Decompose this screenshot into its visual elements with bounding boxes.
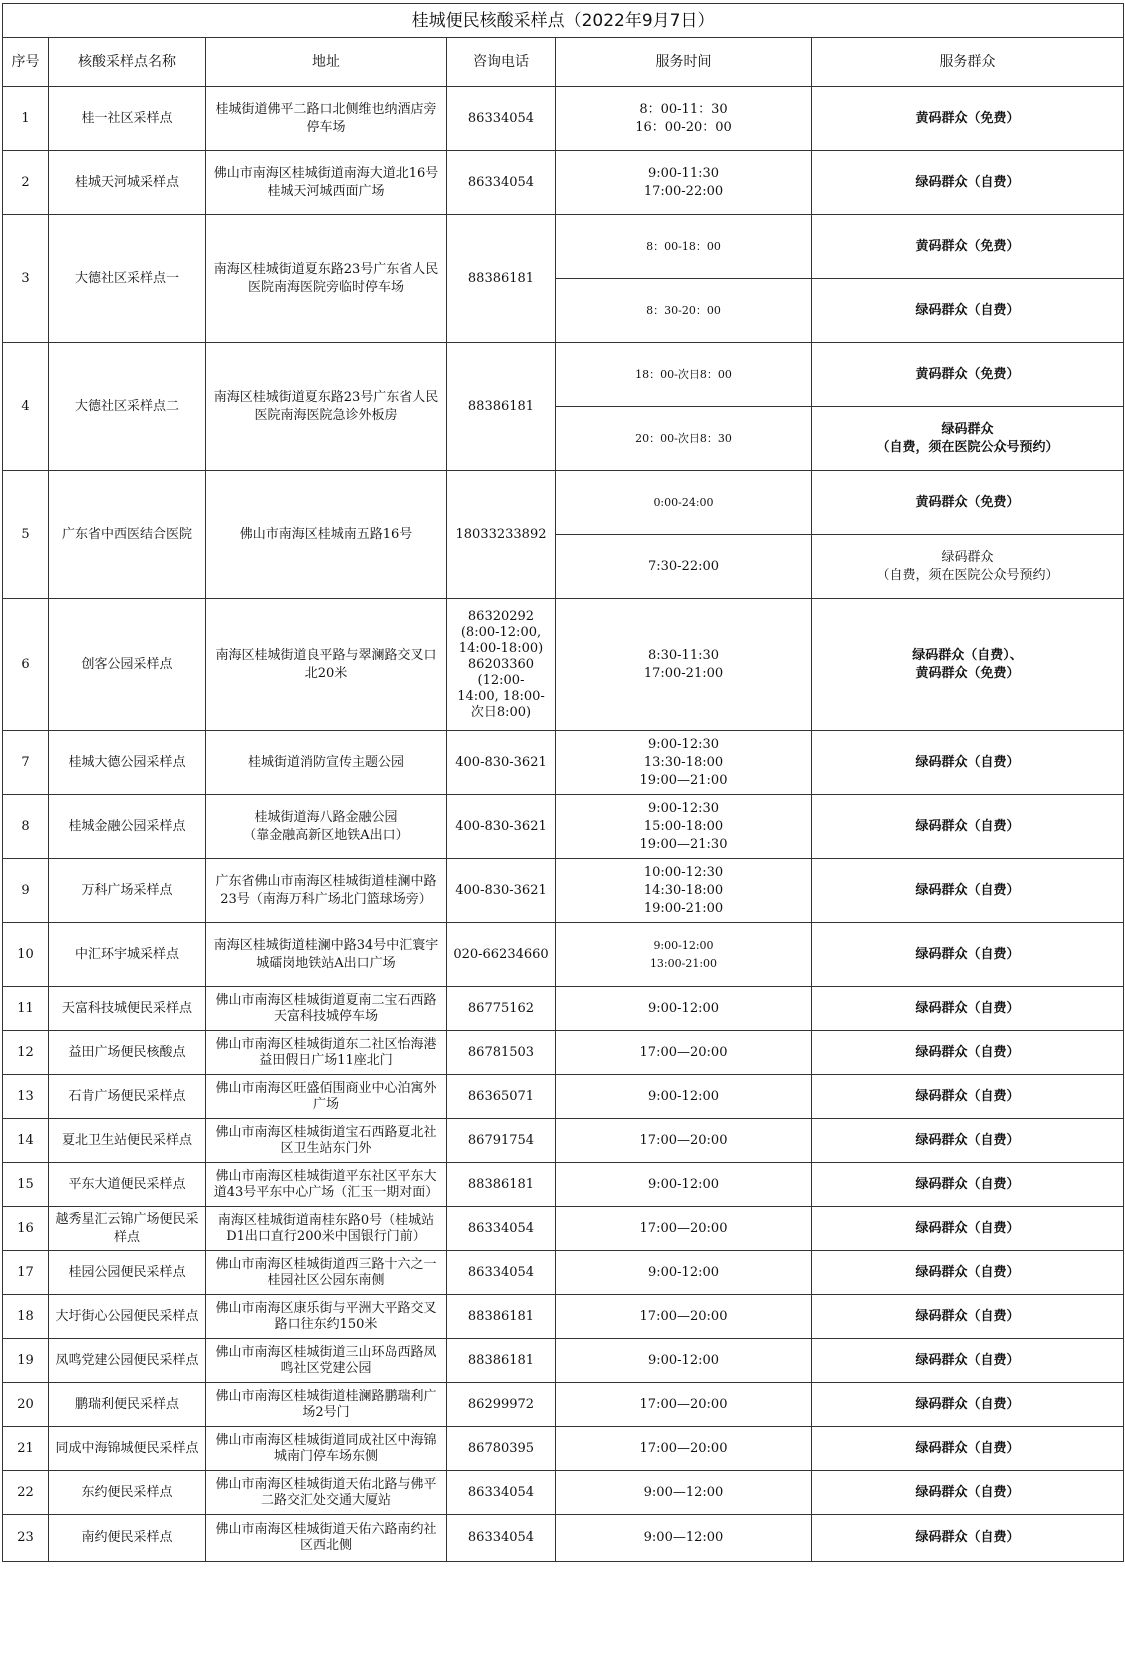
table-title: 桂城便民核酸采样点（2022年9月7日） [3,4,1124,38]
row-group: 绿码群众（自费） [812,1515,1124,1562]
row-group: 绿码群众（自费） [812,923,1124,987]
row-time: 17:00—20:00 [556,1427,812,1471]
row-address: 南海区桂城街道良平路与翠澜路交叉口北20米 [206,599,447,731]
row-index: 16 [3,1207,49,1251]
row-address: 佛山市南海区桂城街道平东社区平东大道43号平东中心广场（汇玉一期对面） [206,1163,447,1207]
row-phone: 86334054 [447,1207,556,1251]
row-address: 佛山市南海区桂城街道东二社区怡海港益田假日广场11座北门 [206,1031,447,1075]
row-name: 桂一社区采样点 [49,87,206,151]
row-group: 绿码群众（自费） [812,731,1124,795]
row-group: 绿码群众（自费） [812,151,1124,215]
row-phone: 86791754 [447,1119,556,1163]
row-phone: 86781503 [447,1031,556,1075]
row-group: 绿码群众（自费）、 黄码群众（免费） [812,599,1124,731]
row-index: 23 [3,1515,49,1562]
row-phone: 020-66234660 [447,923,556,987]
table-row [3,1075,1124,1119]
row-address: 桂城街道佛平二路口北侧维也纳酒店旁停车场 [206,87,447,151]
row-time: 9:00-12:30 13:30-18:00 19:00—21:00 [556,731,812,795]
row-address: 佛山市南海区康乐街与平洲大平路交叉路口往东约150米 [206,1295,447,1339]
row-group: 绿码群众（自费） [812,279,1124,343]
row-index: 18 [3,1295,49,1339]
row-index: 5 [3,471,49,599]
row-time: 10:00-12:30 14:30-18:00 19:00-21:00 [556,859,812,923]
row-name: 桂城大德公园采样点 [49,731,206,795]
row-phone: 18033233892 [447,471,556,599]
row-phone: 86334054 [447,1251,556,1295]
row-time: 9:00—12:00 [556,1471,812,1515]
row-group: 绿码群众（自费） [812,1471,1124,1515]
row-index: 1 [3,87,49,151]
row-index: 17 [3,1251,49,1295]
row-time: 7:30-22:00 [556,535,812,599]
row-address: 佛山市南海区旺盛佰围商业中心泊寓外广场 [206,1075,447,1119]
header-row [3,38,1124,87]
header-group: 服务群众 [812,38,1124,87]
table-row [3,471,1124,535]
row-time: 9:00-12:00 [556,987,812,1031]
table-row [3,599,1124,731]
row-group: 绿码群众 （自费，须在医院公众号预约） [812,535,1124,599]
row-group: 绿码群众（自费） [812,1075,1124,1119]
row-address: 广东省佛山市南海区桂城街道桂澜中路23号（南海万科广场北门篮球场旁） [206,859,447,923]
row-address: 佛山市南海区桂城街道夏南二宝石西路天富科技城停车场 [206,987,447,1031]
row-name: 大德社区采样点一 [49,215,206,343]
row-phone: 400-830-3621 [447,859,556,923]
row-index: 21 [3,1427,49,1471]
row-address: 佛山市南海区桂城街道西三路十六之一桂园社区公园东南侧 [206,1251,447,1295]
row-address: 南海区桂城街道夏东路23号广东省人民医院南海医院急诊外板房 [206,343,447,471]
row-index: 7 [3,731,49,795]
row-group: 绿码群众（自费） [812,1383,1124,1427]
row-time: 9:00-11:30 17:00-22:00 [556,151,812,215]
row-address: 佛山市南海区桂城南五路16号 [206,471,447,599]
row-time: 9:00-12:00 [556,1075,812,1119]
row-index: 14 [3,1119,49,1163]
row-name: 石肯广场便民采样点 [49,1075,206,1119]
row-name: 万科广场采样点 [49,859,206,923]
row-group: 绿码群众（自费） [812,1163,1124,1207]
header-phone: 咨询电话 [447,38,556,87]
header-name: 核酸采样点名称 [49,38,206,87]
row-group: 绿码群众（自费） [812,1119,1124,1163]
row-phone: 86334054 [447,87,556,151]
header-time: 服务时间 [556,38,812,87]
row-time: 9:00-12:00 13:00-21:00 [556,923,812,987]
row-name: 创客公园采样点 [49,599,206,731]
row-group: 绿码群众（自费） [812,1207,1124,1251]
row-time: 17:00—20:00 [556,1383,812,1427]
row-index: 11 [3,987,49,1031]
row-phone: 86320292 (8:00-12:00, 14:00-18:00) 86203360 (12:00- 14:00, 18:00- 次日8:00) [447,599,556,731]
table-row [3,859,1124,923]
table-row [3,343,1124,407]
row-index: 4 [3,343,49,471]
row-name: 鹏瑞利便民采样点 [49,1383,206,1427]
sampling-points-table [2,3,1124,1562]
row-time: 20：00-次日8：30 [556,407,812,471]
row-index: 3 [3,215,49,343]
row-time: 17:00—20:00 [556,1031,812,1075]
row-phone: 88386181 [447,215,556,343]
row-time: 9:00-12:00 [556,1163,812,1207]
row-phone: 86334054 [447,1515,556,1562]
row-index: 20 [3,1383,49,1427]
row-phone: 400-830-3621 [447,731,556,795]
row-group: 绿码群众（自费） [812,987,1124,1031]
table-row [3,1295,1124,1339]
row-address: 桂城街道消防宣传主题公园 [206,731,447,795]
row-time: 8:30-11:30 17:00-21:00 [556,599,812,731]
row-group: 绿码群众（自费） [812,1339,1124,1383]
row-group: 绿码群众（自费） [812,1251,1124,1295]
row-address: 佛山市南海区桂城街道南海大道北16号桂城天河城西面广场 [206,151,447,215]
row-address: 佛山市南海区桂城街道天佑北路与佛平二路交汇处交通大厦站 [206,1471,447,1515]
row-address: 南海区桂城街道桂澜中路34号中汇寰宇城礌岗地铁站A出口广场 [206,923,447,987]
table-row [3,1251,1124,1295]
row-group: 绿码群众（自费） [812,795,1124,859]
table-row [3,1163,1124,1207]
row-index: 12 [3,1031,49,1075]
row-name: 天富科技城便民采样点 [49,987,206,1031]
row-name: 中汇环宇城采样点 [49,923,206,987]
row-name: 同成中海锦城便民采样点 [49,1427,206,1471]
row-phone: 86334054 [447,151,556,215]
row-phone: 86780395 [447,1427,556,1471]
row-time: 17:00—20:00 [556,1207,812,1251]
row-name: 平东大道便民采样点 [49,1163,206,1207]
table-row [3,1339,1124,1383]
row-name: 益田广场便民核酸点 [49,1031,206,1075]
row-time: 17:00—20:00 [556,1119,812,1163]
row-address: 佛山市南海区桂城街道宝石西路夏北社区卫生站东门外 [206,1119,447,1163]
table-row [3,923,1124,987]
row-time: 8：30-20：00 [556,279,812,343]
table-body [3,87,1124,1562]
row-address: 佛山市南海区桂城街道同成社区中海锦城南门停车场东侧 [206,1427,447,1471]
row-time: 17:00—20:00 [556,1295,812,1339]
row-phone: 88386181 [447,1295,556,1339]
table-row [3,1471,1124,1515]
table-row [3,987,1124,1031]
row-address: 佛山市南海区桂城街道天佑六路南约社区西北侧 [206,1515,447,1562]
row-address: 南海区桂城街道南桂东路0号（桂城站D1出口直行200米中国银行门前） [206,1207,447,1251]
table-row [3,1515,1124,1562]
row-address: 南海区桂城街道夏东路23号广东省人民医院南海医院旁临时停车场 [206,215,447,343]
header-index: 序号 [3,38,49,87]
row-group: 绿码群众（自费） [812,1295,1124,1339]
row-name: 越秀星汇云锦广场便民采样点 [49,1207,206,1251]
table-row [3,1427,1124,1471]
row-name: 广东省中西医结合医院 [49,471,206,599]
row-phone: 88386181 [447,1163,556,1207]
table-row [3,1383,1124,1427]
row-group: 绿码群众（自费） [812,1427,1124,1471]
row-phone: 88386181 [447,1339,556,1383]
row-group: 绿码群众（自费） [812,859,1124,923]
row-index: 10 [3,923,49,987]
table-row [3,1031,1124,1075]
table-row [3,731,1124,795]
table-row [3,795,1124,859]
row-name: 东约便民采样点 [49,1471,206,1515]
row-name: 桂园公园便民采样点 [49,1251,206,1295]
table-row [3,87,1124,151]
row-group: 绿码群众（自费） [812,1031,1124,1075]
table-row [3,215,1124,279]
row-address: 桂城街道海八路金融公园 （靠金融高新区地铁A出口） [206,795,447,859]
row-time: 8：00-18：00 [556,215,812,279]
row-time: 9:00—12:00 [556,1515,812,1562]
row-index: 22 [3,1471,49,1515]
row-phone: 88386181 [447,343,556,471]
row-index: 6 [3,599,49,731]
row-index: 9 [3,859,49,923]
row-index: 13 [3,1075,49,1119]
row-index: 2 [3,151,49,215]
row-index: 8 [3,795,49,859]
row-group: 绿码群众 （自费，须在医院公众号预约） [812,407,1124,471]
row-name: 大圩街心公园便民采样点 [49,1295,206,1339]
row-index: 19 [3,1339,49,1383]
row-phone: 86775162 [447,987,556,1031]
row-address: 佛山市南海区桂城街道桂澜路鹏瑞利广场2号门 [206,1383,447,1427]
row-phone: 86365071 [447,1075,556,1119]
table-row [3,1207,1124,1251]
row-time: 9:00-12:00 [556,1339,812,1383]
row-phone: 86299972 [447,1383,556,1427]
row-name: 桂城金融公园采样点 [49,795,206,859]
table-row [3,1119,1124,1163]
row-time: 8：00-11：30 16：00-20：00 [556,87,812,151]
row-name: 凤鸣党建公园便民采样点 [49,1339,206,1383]
row-phone: 400-830-3621 [447,795,556,859]
row-group: 黄码群众（免费） [812,471,1124,535]
row-address: 佛山市南海区桂城街道三山环岛西路凤鸣社区党建公园 [206,1339,447,1383]
row-time: 0:00-24:00 [556,471,812,535]
row-name: 夏北卫生站便民采样点 [49,1119,206,1163]
header-address: 地址 [206,38,447,87]
row-time: 9:00-12:30 15:00-18:00 19:00—21:30 [556,795,812,859]
row-group: 黄码群众（免费） [812,87,1124,151]
row-group: 黄码群众（免费） [812,343,1124,407]
row-name: 桂城天河城采样点 [49,151,206,215]
table-row [3,151,1124,215]
row-group: 黄码群众（免费） [812,215,1124,279]
page [2,3,1123,1562]
row-name: 南约便民采样点 [49,1515,206,1562]
row-time: 9:00-12:00 [556,1251,812,1295]
row-time: 18：00-次日8：00 [556,343,812,407]
row-phone: 86334054 [447,1471,556,1515]
row-name: 大德社区采样点二 [49,343,206,471]
row-index: 15 [3,1163,49,1207]
